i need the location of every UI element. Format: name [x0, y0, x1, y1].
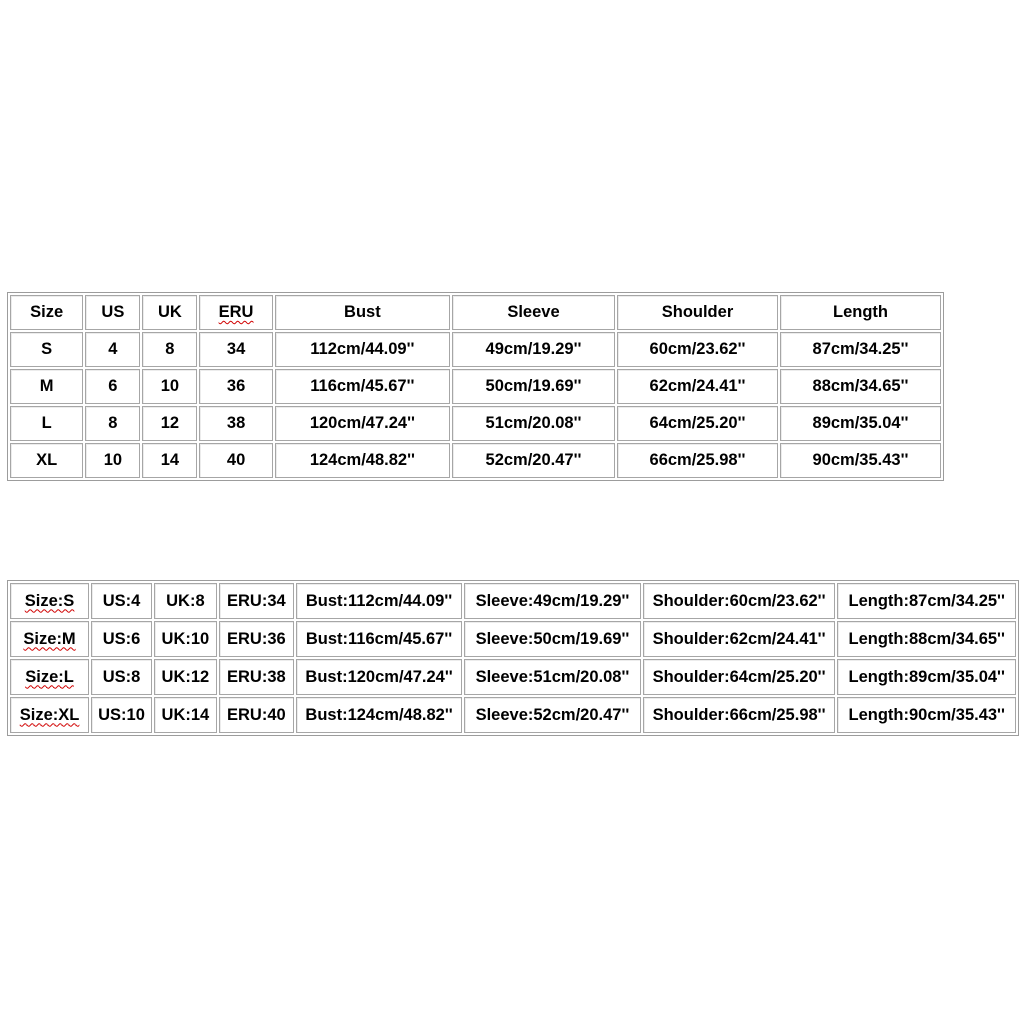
table-cell: Shoulder:60cm/23.62''	[643, 583, 836, 619]
header-cell-sleeve: Sleeve	[452, 295, 615, 330]
size-label: Size:S	[24, 591, 75, 610]
size-label: Size:M	[23, 629, 76, 648]
table-cell: 52cm/20.47''	[452, 443, 615, 478]
table-cell: Bust:124cm/48.82''	[296, 697, 462, 733]
table-cell: US:10	[91, 697, 152, 733]
size-chart-table-labeled	[7, 580, 1019, 736]
table-cell: ERU:34	[219, 583, 294, 619]
table-header-row	[10, 295, 941, 330]
table-cell: 120cm/47.24''	[275, 406, 450, 441]
table-cell: Sleeve:49cm/19.29''	[464, 583, 640, 619]
table-cell: 6	[85, 369, 140, 404]
table-row	[10, 369, 941, 404]
table-cell: 8	[85, 406, 140, 441]
table-cell: L	[10, 406, 83, 441]
table-row	[10, 443, 941, 478]
table-row	[10, 583, 1016, 619]
table-cell: Sleeve:52cm/20.47''	[464, 697, 640, 733]
table-cell: 89cm/35.04''	[780, 406, 941, 441]
table-cell: Sleeve:50cm/19.69''	[464, 621, 640, 657]
table-cell: Length:87cm/34.25''	[837, 583, 1016, 619]
size-label: Size:L	[25, 667, 74, 686]
table-cell: UK:12	[154, 659, 217, 695]
table-cell: XL	[10, 443, 83, 478]
table-cell: 51cm/20.08''	[452, 406, 615, 441]
header-cell-bust: Bust	[275, 295, 450, 330]
table-cell: 8	[142, 332, 197, 367]
table-cell: US:8	[91, 659, 152, 695]
table-cell: 50cm/19.69''	[452, 369, 615, 404]
table-cell: 10	[85, 443, 140, 478]
table-cell: ERU:38	[219, 659, 294, 695]
size-label: Size:XL	[19, 705, 80, 724]
table-cell: M	[10, 369, 83, 404]
header-cell-size: Size	[10, 295, 83, 330]
table-cell: Shoulder:62cm/24.41''	[643, 621, 836, 657]
table-cell: 10	[142, 369, 197, 404]
table-cell: US:4	[91, 583, 152, 619]
table-cell: 88cm/34.65''	[780, 369, 941, 404]
table-row	[10, 697, 1016, 733]
table-cell: 36	[199, 369, 272, 404]
table-cell: Bust:116cm/45.67''	[296, 621, 462, 657]
table-cell	[10, 583, 89, 619]
table-cell: 90cm/35.43''	[780, 443, 941, 478]
table-cell: UK:10	[154, 621, 217, 657]
table-cell: ERU:40	[219, 697, 294, 733]
table-cell: 38	[199, 406, 272, 441]
table-cell	[10, 697, 89, 733]
table-cell: UK:8	[154, 583, 217, 619]
table-cell: Length:89cm/35.04''	[837, 659, 1016, 695]
table-cell: UK:14	[154, 697, 217, 733]
table-cell: 64cm/25.20''	[617, 406, 778, 441]
table-cell: 116cm/45.67''	[275, 369, 450, 404]
table-cell: Bust:112cm/44.09''	[296, 583, 462, 619]
table-row	[10, 406, 941, 441]
header-cell-length: Length	[780, 295, 941, 330]
table-cell: 49cm/19.29''	[452, 332, 615, 367]
table-cell	[10, 659, 89, 695]
table-row	[10, 659, 1016, 695]
table-cell: 62cm/24.41''	[617, 369, 778, 404]
table-cell: 124cm/48.82''	[275, 443, 450, 478]
table-cell: 14	[142, 443, 197, 478]
table-cell: US:6	[91, 621, 152, 657]
table-cell: 87cm/34.25''	[780, 332, 941, 367]
table-cell: 12	[142, 406, 197, 441]
header-cell-eru	[199, 295, 272, 330]
table-cell: 34	[199, 332, 272, 367]
table-cell: Length:90cm/35.43''	[837, 697, 1016, 733]
header-cell-shoulder: Shoulder	[617, 295, 778, 330]
table-row	[10, 332, 941, 367]
table-cell: Bust:120cm/47.24''	[296, 659, 462, 695]
table-cell: 40	[199, 443, 272, 478]
table-cell	[10, 621, 89, 657]
table-cell: Shoulder:66cm/25.98''	[643, 697, 836, 733]
table-cell: ERU:36	[219, 621, 294, 657]
table-cell: 66cm/25.98''	[617, 443, 778, 478]
header-cell-uk: UK	[142, 295, 197, 330]
table-cell: Shoulder:64cm/25.20''	[643, 659, 836, 695]
header-cell-eru-text: ERU	[218, 303, 254, 321]
table-cell: Length:88cm/34.65''	[837, 621, 1016, 657]
table-cell: 112cm/44.09''	[275, 332, 450, 367]
table-cell: 4	[85, 332, 140, 367]
table-cell: S	[10, 332, 83, 367]
size-chart-table-columns	[7, 292, 944, 481]
table-row	[10, 621, 1016, 657]
table-cell: Sleeve:51cm/20.08''	[464, 659, 640, 695]
header-cell-us: US	[85, 295, 140, 330]
table-cell: 60cm/23.62''	[617, 332, 778, 367]
